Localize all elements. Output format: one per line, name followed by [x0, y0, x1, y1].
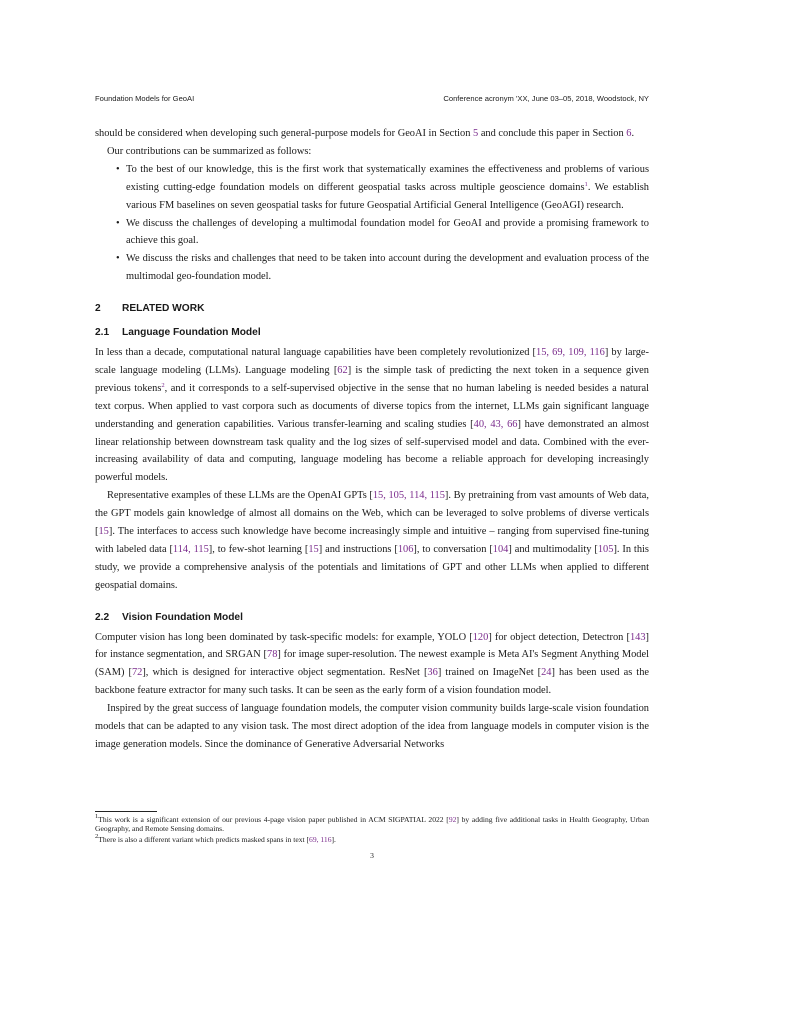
footnote-marker[interactable]: 2 — [161, 381, 165, 389]
footnote: $^2$There is also a different variant which predicts masked spans in text [69, 116]. — [95, 833, 336, 844]
citation[interactable]: 120 — [472, 631, 489, 643]
paragraph: Inspired by the great success of language foundation models, the computer vision community builds large-scale vision foundation models that can be adapted to any vision task. The most direct adoption of the idea from language models in computer vision is the image generation models. Since the dominance of Generative Adversarial Networks — [95, 703, 649, 750]
paragraph: Computer vision has long been dominated by task-specific models: for example, YOLO [120] for object detection, Detectron [143] for instance segmentation, and SRGAN [78] for image super-resolution. The newest example is Meta AI's Segment Anything Model (SAM) [72], which is designed for interactive object segmentation. ResNet [36] trained on ImageNet [24] has been used as the backbone feature extractor for many such tasks. It can be seen as the early form of a vision foundation model. — [95, 631, 650, 697]
contributions-list — [95, 161, 649, 286]
citation[interactable]: 78 — [267, 649, 278, 661]
citation[interactable]: 24 — [541, 667, 552, 679]
running-header-title: Foundation Models for GeoAI — [95, 94, 195, 103]
footnote: $^1$This work is a significant extension of our previous 4-page vision paper published in ACM SIGPATIAL 2022 [92] by adding five additional tasks in Health Geography, Urban Geography, and Remote Sensing domains. — [95, 813, 650, 834]
footnote-rule — [95, 811, 157, 812]
citation[interactable]: 106 — [397, 543, 414, 555]
bullet-icon: • — [116, 163, 120, 175]
contributions-lead: Our contributions can be summarized as follows: — [107, 145, 312, 157]
citation[interactable]: 114, 115 — [172, 543, 209, 555]
section-ref[interactable]: 6 — [626, 128, 632, 139]
citation[interactable]: 15 — [308, 543, 319, 555]
section-heading: 2 RELATED WORK — [95, 303, 205, 315]
subsection-heading: 2.1 Language Foundation Model — [95, 327, 261, 339]
footnote-number: 1 — [95, 813, 99, 820]
citation[interactable]: 15, 105, 114, 115 — [372, 490, 445, 502]
main-body — [95, 125, 649, 754]
running-header-conference: Conference acronym 'XX, June 03–05, 2018, Woodstock, NY — [443, 94, 649, 103]
subsection-heading: 2.2 Vision Foundation Model — [95, 611, 243, 623]
citation[interactable]: 15, 69, 109, 116 — [536, 346, 605, 358]
paragraph: Representative examples of these LLMs are the OpenAI GPTs [15, 105, 114, 115]. By pretraining from vast amounts of Web data, the GPT models gain knowledge of almost all domains on the Web, which can be leveraged to solve problems of diverse verticals [15]. The interfaces to access such knowledge have become increasingly simple and intuitive – ranging from supervised fine-tuning with labeled data [114, 115], to few-shot learning [15] and instructions [106], to conversation [104] and multimodality [105]. In this study, we provide a comprehensive analysis of the potentials and limitations of GPT and other LLMs when applied to different geospatial domains. — [95, 490, 649, 591]
list-item: • To the best of our knowledge, this is the first work that systematically examines the effectiveness and problems of various existing cutting-edge foundation models on different geospatial tasks across multiple geoscience domains$^1$. We establish various FM baselines on seven geospatial tasks for future Geospatial Artificial General Intelligence (GeoAGI) research. — [95, 161, 649, 215]
citation[interactable]: 40, 43, 66 — [473, 418, 518, 430]
paragraph: In less than a decade, computational natural language capabilities have been completely revolutionized [15, 69, 109, 116] by large-scale language modeling (LLMs). Language modeling [62] is the simple task of predicting the next token in a sequence given previous tokens$^2$, and it corresponds to a self-supervised objective in the sense that no human labeling is needed besides a natural text corpus. When applied to vast corpora such as documents of diverse topics from the internet, LLMs gain significant language understanding and generation capabilities. Various transfer-learning and scaling studies [40, 43, 66] have demonstrated an almost linear relationship between downstream task quality and the log sizes of self-supervised model and data. Combined with the ever-increasing availability of data and computing, language modeling has become a reliable approach for developing increasingly powerful models. — [95, 346, 649, 484]
footnote-number: 2 — [95, 833, 99, 840]
citation[interactable]: 62 — [337, 364, 348, 376]
citation[interactable]: 104 — [492, 543, 509, 555]
list-item: • We discuss the risks and challenges that need to be taken into account during the development and evaluation process of the multimodal geo-foundation model. — [95, 250, 649, 286]
citation[interactable]: 15 — [98, 526, 109, 538]
citation[interactable]: 69, 116 — [309, 835, 332, 844]
footnote-marker[interactable]: 1 — [584, 180, 588, 188]
bullet-icon: • — [116, 217, 120, 229]
section-ref[interactable]: 5 — [473, 128, 479, 139]
list-item: • We discuss the challenges of developing a multimodal foundation model for GeoAI and provide a promising framework to achieve this goal. — [95, 215, 649, 251]
citation[interactable]: 92 — [448, 815, 457, 824]
citation[interactable]: 143 — [629, 631, 646, 643]
page-number: 3 — [370, 851, 374, 860]
citation[interactable]: 72 — [131, 667, 143, 679]
bullet-icon: • — [116, 253, 120, 265]
intro-paragraph: should be considered when developing such general-purpose models for GeoAI in Section 5 and conclude this paper in Section 6. — [95, 128, 635, 139]
citation[interactable]: 105 — [597, 543, 614, 555]
citation[interactable]: 36 — [427, 667, 438, 679]
